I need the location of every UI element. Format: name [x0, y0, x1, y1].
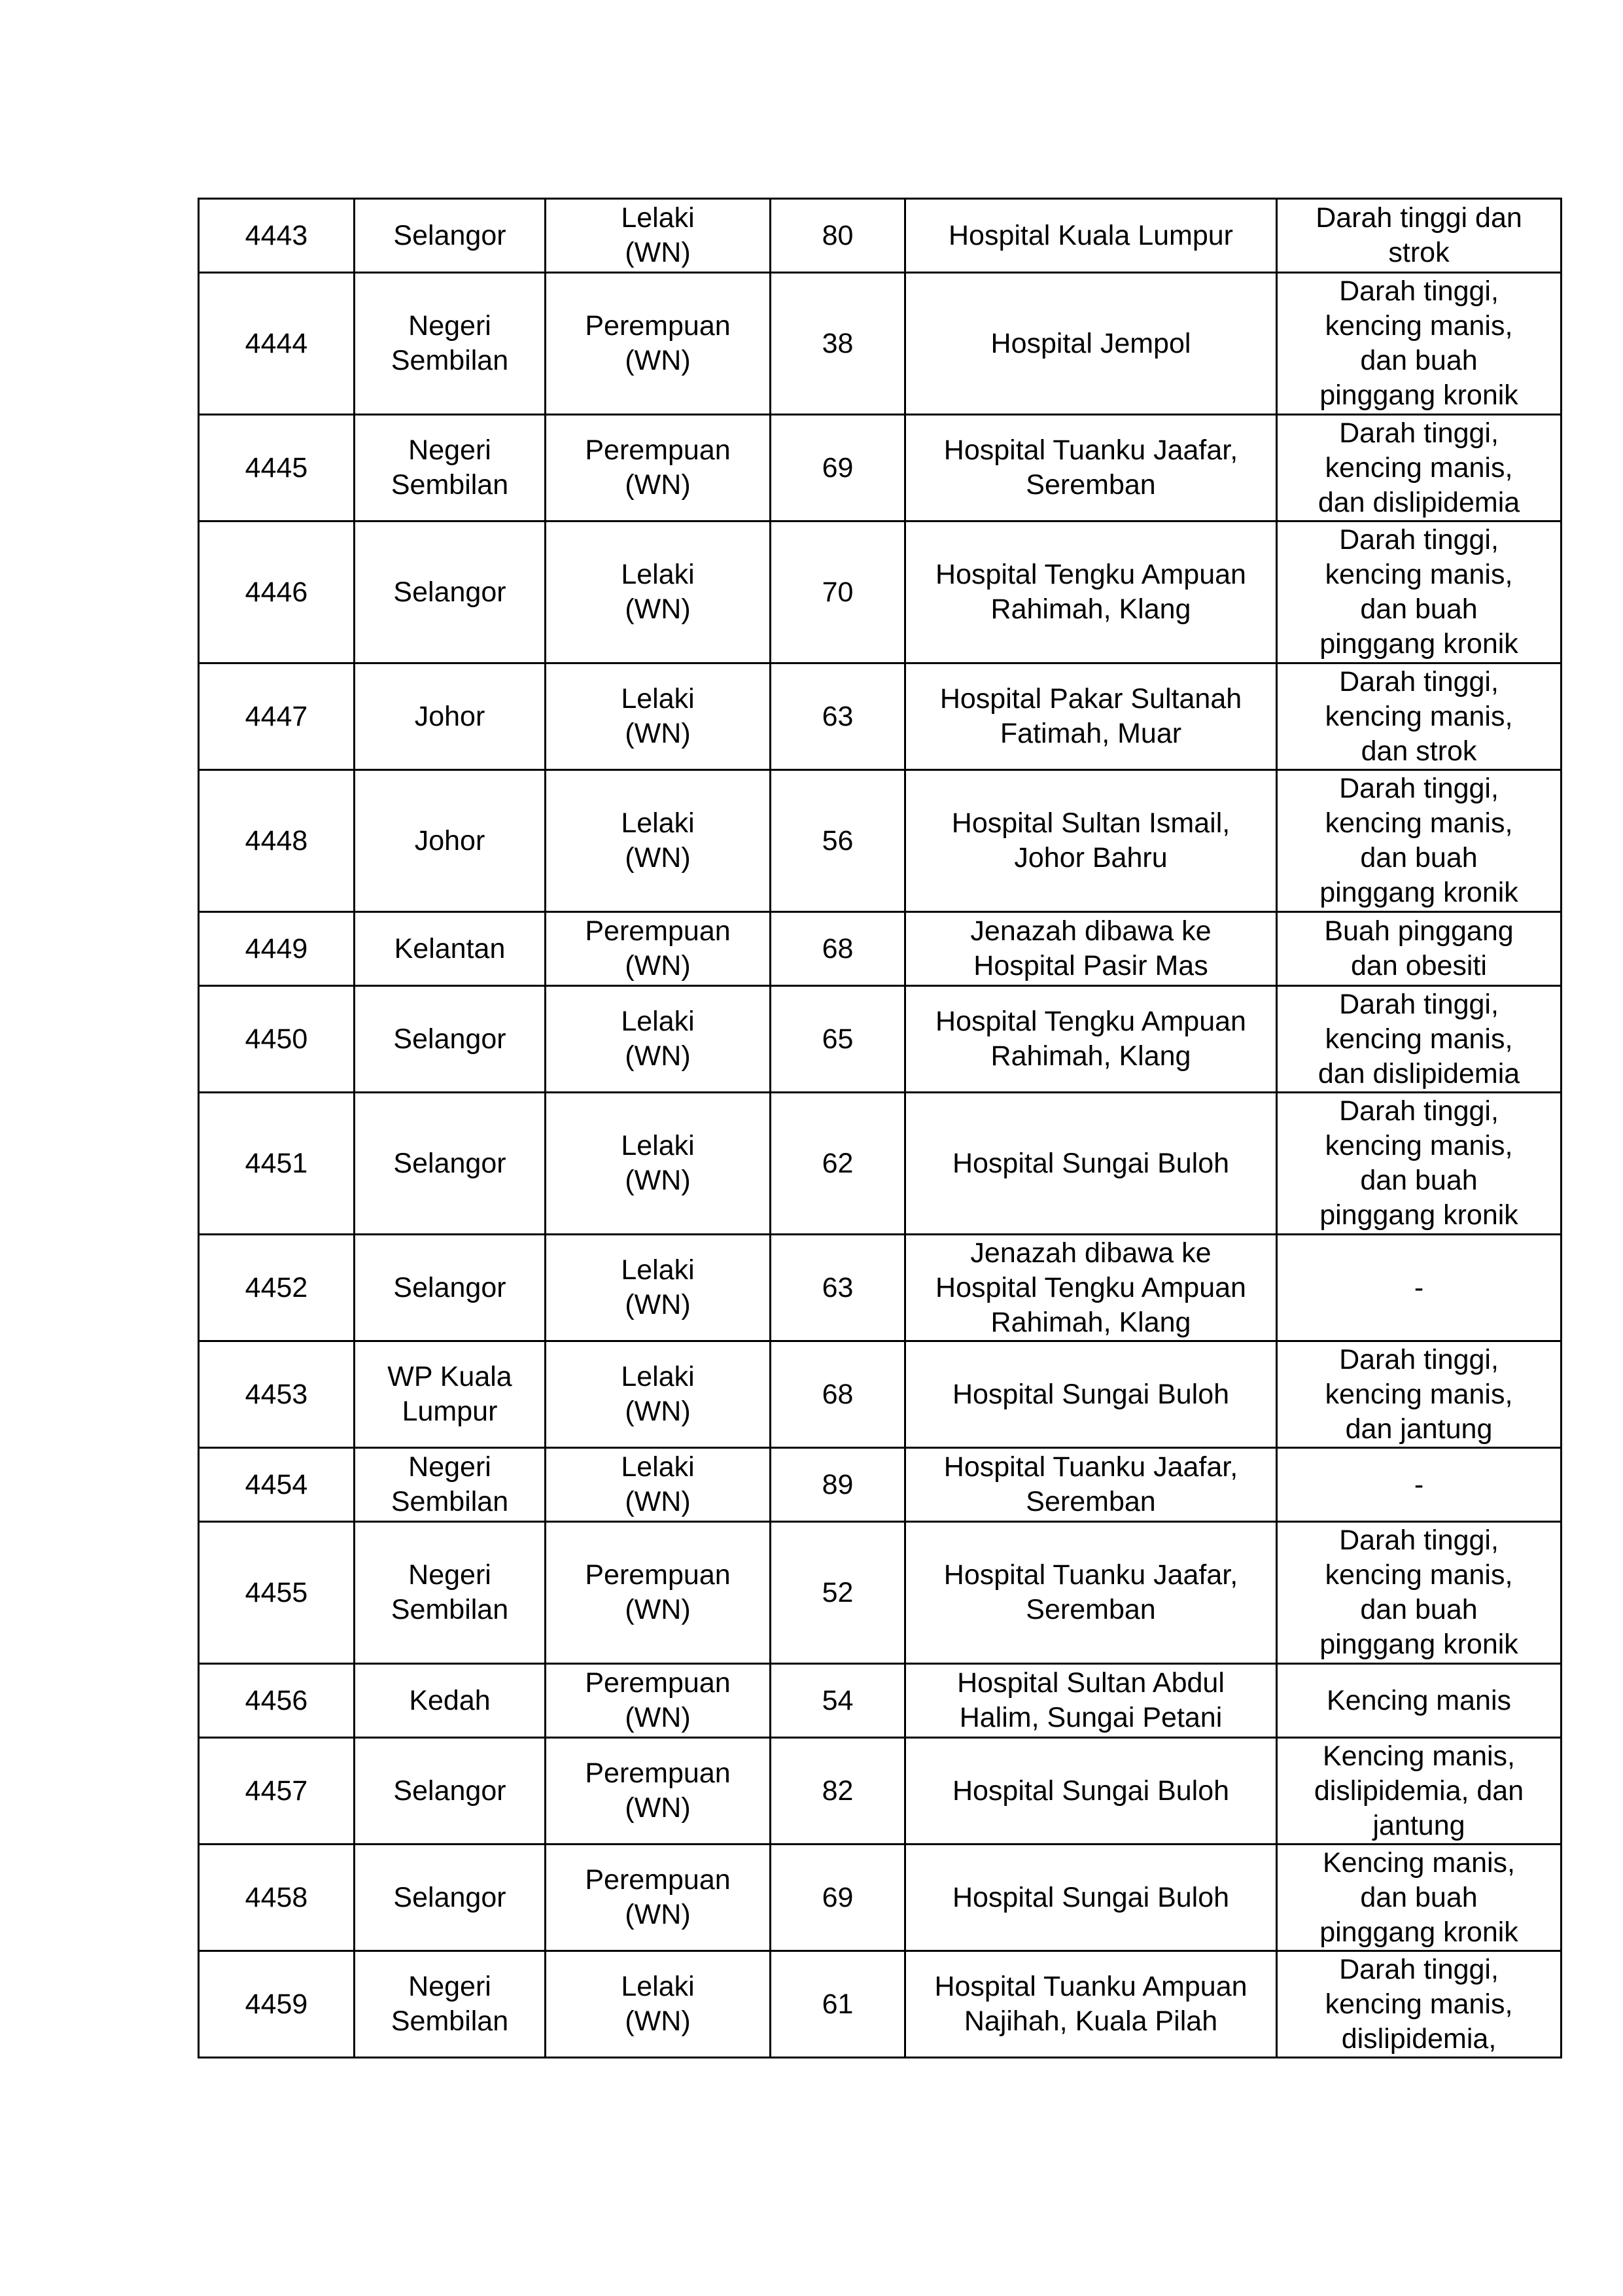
comorbidity-cell — [1277, 1235, 1562, 1341]
comorbidity-cell — [1277, 1448, 1562, 1522]
table-row — [199, 273, 1562, 415]
death-location-cell-line: Najihah, Kuala Pilah — [964, 2005, 1218, 2037]
comorbidity-cell-line: dan buah — [1360, 593, 1478, 625]
gender-nationality-cell-line: Perempuan — [585, 310, 731, 342]
state-cell-line: Selangor — [393, 576, 506, 608]
gender-nationality-cell-line: (WN) — [625, 1396, 691, 1427]
comorbidity-cell-line: Buah pinggang — [1324, 915, 1514, 947]
comorbidity-cell-line: dan buah — [1360, 345, 1478, 376]
age-cell: 69 — [771, 415, 905, 521]
table-row — [199, 1093, 1562, 1235]
case-number-cell: 4448 — [199, 770, 355, 912]
death-location-cell-line: Hospital Kuala Lumpur — [948, 219, 1234, 251]
gender-nationality-cell-line: Lelaki — [621, 1254, 695, 1286]
comorbidity-cell-line: dan jantung — [1345, 1413, 1493, 1445]
comorbidity-cell-line: dan obesiti — [1351, 950, 1487, 981]
age-cell: 65 — [771, 986, 905, 1093]
age-cell: 70 — [771, 521, 905, 663]
death-location-cell-line: Hospital Sultan Abdul — [957, 1667, 1225, 1699]
gender-nationality-cell-line: Perempuan — [585, 1757, 731, 1789]
comorbidity-cell — [1277, 770, 1562, 912]
gender-nationality-cell — [546, 1235, 771, 1341]
case-number-cell: 4443 — [199, 199, 355, 273]
age-cell: 63 — [771, 1235, 905, 1341]
comorbidity-cell-line: kencing manis, — [1325, 310, 1513, 342]
comorbidity-cell-line: kencing manis, — [1325, 451, 1513, 484]
death-location-cell-line: Jenazah dibawa ke — [970, 1237, 1212, 1269]
state-cell — [355, 1664, 546, 1738]
death-location-cell — [905, 199, 1277, 273]
death-location-cell — [905, 663, 1277, 770]
gender-nationality-cell-line: Lelaki — [621, 202, 695, 234]
table-row — [199, 1341, 1562, 1448]
comorbidity-cell-line: - — [1414, 1468, 1424, 1500]
gender-nationality-cell-line: Perempuan — [585, 434, 731, 466]
state-cell — [355, 986, 546, 1093]
state-cell — [355, 1738, 546, 1845]
state-cell-line: Negeri — [408, 1451, 491, 1483]
state-cell — [355, 199, 546, 273]
state-cell-line: Kelantan — [394, 932, 506, 964]
death-location-cell-line: Hospital Pakar Sultanah — [939, 683, 1242, 715]
death-location-cell — [905, 1845, 1277, 1951]
comorbidity-cell — [1277, 1951, 1562, 2058]
state-cell-line: Negeri — [408, 1559, 491, 1591]
gender-nationality-cell-line: (WN) — [625, 1040, 691, 1072]
death-location-cell-line: Fatimah, Muar — [1000, 718, 1182, 749]
comorbidity-cell-line: kencing manis, — [1325, 1988, 1513, 2020]
gender-nationality-cell — [546, 273, 771, 415]
death-location-cell-line: Hospital Sungai Buloh — [952, 1378, 1230, 1410]
comorbidity-cell-line: dan buah — [1360, 1165, 1478, 1196]
death-location-cell-line: Hospital Tuanku Ampuan — [934, 1971, 1248, 2002]
case-number-cell: 4453 — [199, 1341, 355, 1448]
death-location-cell — [905, 1448, 1277, 1522]
state-cell — [355, 1093, 546, 1235]
gender-nationality-cell-line: Perempuan — [585, 915, 731, 947]
table-body — [199, 199, 1562, 2058]
gender-nationality-cell-line: (WN) — [625, 1792, 691, 1824]
death-location-cell-line: Hospital Tengku Ampuan — [935, 1006, 1246, 1037]
gender-nationality-cell-line: Lelaki — [621, 1971, 695, 2002]
gender-nationality-cell-line: Lelaki — [621, 1361, 695, 1392]
gender-nationality-cell — [546, 663, 771, 770]
gender-nationality-cell-line: (WN) — [625, 1594, 691, 1625]
death-location-cell — [905, 770, 1277, 912]
comorbidity-cell — [1277, 415, 1562, 521]
state-cell — [355, 521, 546, 663]
comorbidity-cell-line: Darah tinggi, — [1339, 275, 1499, 307]
comorbidity-cell-line: Darah tinggi, — [1339, 1343, 1499, 1375]
gender-nationality-cell-line: (WN) — [625, 1165, 691, 1196]
comorbidity-cell — [1277, 1522, 1562, 1664]
death-location-cell-line: Johor Bahru — [1014, 842, 1168, 874]
age-cell: 62 — [771, 1093, 905, 1235]
state-cell-line: Selangor — [393, 1147, 506, 1179]
table-row — [199, 1738, 1562, 1845]
state-cell-line: Kedah — [409, 1684, 491, 1716]
gender-nationality-cell — [546, 912, 771, 986]
comorbidity-cell-line: kencing manis, — [1325, 1130, 1513, 1161]
comorbidity-cell-line: Darah tinggi dan — [1316, 202, 1522, 234]
case-number-cell: 4451 — [199, 1093, 355, 1235]
comorbidity-cell-line: pinggang kronik — [1319, 628, 1518, 660]
state-cell-line: Negeri — [408, 310, 491, 342]
gender-nationality-cell-line: (WN) — [625, 593, 691, 625]
gender-nationality-cell-line: Lelaki — [621, 683, 695, 715]
gender-nationality-cell — [546, 770, 771, 912]
table-row — [199, 770, 1562, 912]
gender-nationality-cell-line: Lelaki — [621, 559, 695, 590]
death-location-cell — [905, 273, 1277, 415]
age-cell: 89 — [771, 1448, 905, 1522]
case-number-cell: 4447 — [199, 663, 355, 770]
case-number-cell: 4459 — [199, 1951, 355, 2058]
death-location-cell-line: Seremban — [1026, 1594, 1156, 1625]
death-location-cell — [905, 1664, 1277, 1738]
death-cases-table — [198, 198, 1562, 2058]
death-location-cell — [905, 1341, 1277, 1448]
comorbidity-cell — [1277, 1845, 1562, 1951]
gender-nationality-cell-line: Perempuan — [585, 1864, 731, 1896]
gender-nationality-cell-line: Perempuan — [585, 1559, 731, 1591]
age-cell: 80 — [771, 199, 905, 273]
comorbidity-cell-line: kencing manis, — [1325, 700, 1513, 732]
comorbidity-cell — [1277, 273, 1562, 415]
comorbidity-cell-line: kencing manis, — [1325, 1559, 1513, 1591]
gender-nationality-cell — [546, 1738, 771, 1845]
comorbidity-cell-line: dan dislipidemia — [1318, 486, 1520, 518]
state-cell-line: Selangor — [393, 1023, 506, 1055]
gender-nationality-cell-line: (WN) — [625, 1486, 691, 1517]
gender-nationality-cell-line: (WN) — [625, 950, 691, 981]
comorbidity-cell — [1277, 521, 1562, 663]
death-location-cell — [905, 1951, 1277, 2058]
death-location-cell-line: Hospital Sungai Buloh — [952, 1147, 1230, 1179]
comorbidity-cell-line: Kencing manis, — [1323, 1740, 1515, 1772]
death-location-cell-line: Hospital Tuanku Jaafar, — [943, 1559, 1238, 1591]
comorbidity-cell — [1277, 199, 1562, 273]
comorbidity-cell-line: pinggang kronik — [1319, 877, 1518, 908]
comorbidity-cell-line: dislipidemia, dan — [1314, 1775, 1524, 1807]
gender-nationality-cell-line: (WN) — [625, 1899, 691, 1930]
state-cell-line: Sembilan — [391, 469, 509, 501]
state-cell-line: WP Kuala — [387, 1361, 512, 1392]
death-location-cell — [905, 521, 1277, 663]
gender-nationality-cell-line: (WN) — [625, 1702, 691, 1733]
comorbidity-cell-line: Darah tinggi, — [1339, 1095, 1499, 1127]
death-location-cell — [905, 986, 1277, 1093]
death-location-cell-line: Hospital Tuanku Jaafar, — [943, 1451, 1238, 1483]
comorbidity-cell-line: dan buah — [1360, 842, 1478, 874]
death-location-cell-line: Seremban — [1026, 469, 1156, 501]
state-cell-line: Sembilan — [391, 345, 509, 376]
comorbidity-cell-line: Darah tinggi, — [1339, 988, 1499, 1020]
death-location-cell-line: Rahimah, Klang — [990, 593, 1191, 625]
case-number-cell: 4444 — [199, 273, 355, 415]
state-cell — [355, 770, 546, 912]
state-cell-line: Selangor — [393, 219, 506, 251]
state-cell-line: Negeri — [408, 434, 491, 466]
age-cell: 68 — [771, 912, 905, 986]
comorbidity-cell-line: Darah tinggi, — [1339, 1525, 1499, 1556]
gender-nationality-cell — [546, 1093, 771, 1235]
gender-nationality-cell — [546, 1664, 771, 1738]
comorbidity-cell — [1277, 912, 1562, 986]
gender-nationality-cell-line: (WN) — [625, 842, 691, 874]
gender-nationality-cell-line: Lelaki — [621, 1451, 695, 1483]
death-location-cell — [905, 1093, 1277, 1235]
table-row — [199, 415, 1562, 521]
table-row — [199, 199, 1562, 273]
death-location-cell-line: Rahimah, Klang — [990, 1040, 1191, 1072]
case-number-cell: 4450 — [199, 986, 355, 1093]
comorbidity-cell-line: Darah tinggi, — [1339, 524, 1499, 556]
state-cell-line: Lumpur — [402, 1396, 498, 1427]
table-row — [199, 663, 1562, 770]
comorbidity-cell-line: Darah tinggi, — [1339, 417, 1499, 449]
gender-nationality-cell-line: (WN) — [625, 1289, 691, 1320]
age-cell: 54 — [771, 1664, 905, 1738]
death-location-cell-line: Hospital Sungai Buloh — [952, 1775, 1230, 1807]
comorbidity-cell — [1277, 1341, 1562, 1448]
gender-nationality-cell — [546, 1845, 771, 1951]
comorbidity-cell-line: jantung — [1372, 1809, 1465, 1841]
death-location-cell-line: Hospital Sultan Ismail, — [951, 807, 1230, 839]
age-cell: 68 — [771, 1341, 905, 1448]
death-location-cell-line: Seremban — [1026, 1486, 1156, 1517]
state-cell — [355, 1951, 546, 2058]
comorbidity-cell-line: dan strok — [1361, 735, 1477, 767]
gender-nationality-cell — [546, 1448, 771, 1522]
comorbidity-cell-line: dan buah — [1360, 1594, 1478, 1625]
death-location-cell-line: Rahimah, Klang — [990, 1306, 1191, 1338]
gender-nationality-cell-line: (WN) — [625, 718, 691, 749]
case-number-cell: 4458 — [199, 1845, 355, 1951]
state-cell-line: Selangor — [393, 1271, 506, 1303]
comorbidity-cell-line: Kencing manis — [1326, 1684, 1512, 1716]
age-cell: 63 — [771, 663, 905, 770]
state-cell-line: Johor — [414, 700, 485, 732]
comorbidity-cell — [1277, 1738, 1562, 1845]
state-cell — [355, 1845, 546, 1951]
state-cell-line: Sembilan — [391, 1594, 509, 1625]
table-row — [199, 521, 1562, 663]
case-number-cell: 4455 — [199, 1522, 355, 1664]
state-cell — [355, 663, 546, 770]
comorbidity-cell-line: pinggang kronik — [1319, 1629, 1518, 1660]
comorbidity-cell-line: dislipidemia, — [1341, 2022, 1497, 2055]
death-location-cell-line: Hospital Pasir Mas — [973, 950, 1208, 981]
age-cell: 82 — [771, 1738, 905, 1845]
death-location-cell-line: Hospital Tengku Ampuan — [935, 559, 1246, 590]
comorbidity-cell-line: kencing manis, — [1325, 807, 1513, 839]
comorbidity-cell-line: pinggang kronik — [1319, 1199, 1518, 1231]
table-row — [199, 986, 1562, 1093]
table-row — [199, 1522, 1562, 1664]
age-cell: 69 — [771, 1845, 905, 1951]
state-cell — [355, 415, 546, 521]
comorbidity-cell-line: dan dislipidemia — [1318, 1057, 1520, 1089]
comorbidity-cell-line: kencing manis, — [1325, 1378, 1513, 1410]
table-row — [199, 1448, 1562, 1522]
state-cell — [355, 273, 546, 415]
case-number-cell: 4449 — [199, 912, 355, 986]
gender-nationality-cell-line: Lelaki — [621, 1006, 695, 1037]
case-number-cell: 4446 — [199, 521, 355, 663]
death-location-cell-line: Hospital Sungai Buloh — [952, 1881, 1230, 1913]
gender-nationality-cell — [546, 1951, 771, 2058]
age-cell: 38 — [771, 273, 905, 415]
comorbidity-cell-line: pinggang kronik — [1319, 380, 1518, 411]
age-cell: 56 — [771, 770, 905, 912]
gender-nationality-cell-line: (WN) — [625, 469, 691, 501]
comorbidity-cell — [1277, 1664, 1562, 1738]
comorbidity-cell — [1277, 986, 1562, 1093]
gender-nationality-cell-line: Lelaki — [621, 807, 695, 839]
gender-nationality-cell-line: (WN) — [625, 345, 691, 376]
case-number-cell: 4445 — [199, 415, 355, 521]
state-cell-line: Negeri — [408, 1971, 491, 2002]
death-location-cell-line: Hospital Jempol — [990, 327, 1191, 359]
state-cell — [355, 912, 546, 986]
table-row — [199, 912, 1562, 986]
death-location-cell — [905, 912, 1277, 986]
gender-nationality-cell — [546, 1522, 771, 1664]
comorbidity-cell-line: - — [1414, 1271, 1424, 1303]
case-number-cell: 4452 — [199, 1235, 355, 1341]
age-cell: 52 — [771, 1522, 905, 1664]
comorbidity-cell-line: Darah tinggi, — [1339, 773, 1499, 804]
death-location-cell-line: Halim, Sungai Petani — [959, 1702, 1223, 1733]
gender-nationality-cell — [546, 1341, 771, 1448]
state-cell-line: Sembilan — [391, 1486, 509, 1517]
comorbidity-cell-line: Darah tinggi, — [1339, 1953, 1499, 1985]
state-cell-line: Selangor — [393, 1881, 506, 1913]
gender-nationality-cell — [546, 986, 771, 1093]
table-row — [199, 1951, 1562, 2058]
gender-nationality-cell-line: Perempuan — [585, 1667, 731, 1699]
comorbidity-cell-line: kencing manis, — [1325, 1023, 1513, 1055]
gender-nationality-cell-line: (WN) — [625, 2005, 691, 2037]
age-cell: 61 — [771, 1951, 905, 2058]
state-cell-line: Johor — [414, 824, 485, 857]
comorbidity-cell — [1277, 1093, 1562, 1235]
gender-nationality-cell-line: (WN) — [625, 237, 691, 268]
death-location-cell-line: Hospital Tengku Ampuan — [935, 1271, 1246, 1303]
state-cell — [355, 1341, 546, 1448]
death-location-cell — [905, 1738, 1277, 1845]
state-cell — [355, 1235, 546, 1341]
death-location-cell-line: Jenazah dibawa ke — [970, 915, 1212, 947]
gender-nationality-cell — [546, 415, 771, 521]
comorbidity-cell-line: dan buah — [1360, 1881, 1478, 1913]
death-location-cell — [905, 415, 1277, 521]
state-cell-line: Sembilan — [391, 2005, 509, 2037]
case-number-cell: 4454 — [199, 1448, 355, 1522]
table-row — [199, 1664, 1562, 1738]
comorbidity-cell-line: Darah tinggi, — [1339, 665, 1499, 698]
table-row — [199, 1845, 1562, 1951]
table-row — [199, 1235, 1562, 1341]
gender-nationality-cell — [546, 521, 771, 663]
state-cell — [355, 1448, 546, 1522]
comorbidity-cell-line: strok — [1388, 237, 1450, 268]
comorbidity-cell — [1277, 663, 1562, 770]
gender-nationality-cell-line: Lelaki — [621, 1130, 695, 1161]
death-location-cell — [905, 1235, 1277, 1341]
comorbidity-cell-line: kencing manis, — [1325, 559, 1513, 590]
death-location-cell — [905, 1522, 1277, 1664]
case-number-cell: 4456 — [199, 1664, 355, 1738]
state-cell-line: Selangor — [393, 1775, 506, 1807]
gender-nationality-cell — [546, 199, 771, 273]
state-cell — [355, 1522, 546, 1664]
case-number-cell: 4457 — [199, 1738, 355, 1845]
comorbidity-cell-line: Kencing manis, — [1323, 1846, 1515, 1879]
death-location-cell-line: Hospital Tuanku Jaafar, — [943, 434, 1238, 466]
comorbidity-cell-line: pinggang kronik — [1319, 1916, 1518, 1948]
